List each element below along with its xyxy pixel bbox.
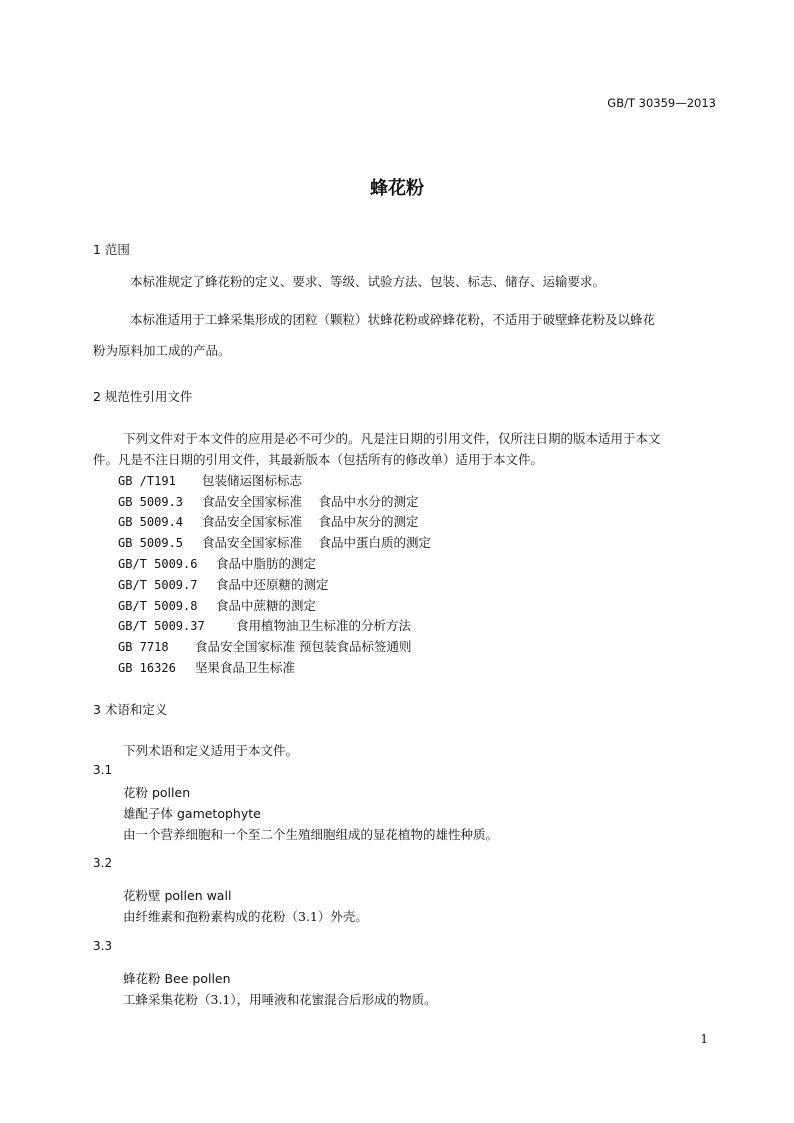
reference-title: 食品安全国家标准 食品中水分的测定 [202,494,419,509]
term-definition: 由一个营养细胞和一个至二个生殖细胞组成的显花植物的雄性种质。 [123,827,499,842]
term-name: 花粉 pollen [123,785,191,800]
reference-title: 食品安全国家标准 食品中灰分的测定 [202,514,419,529]
section-2-intro-line-2: 件。凡是不注日期的引用文件，其最新版本（包括所有的修改单）适用于本文件。 [93,452,544,467]
reference-title: 坚果食品卫生标准 [195,660,296,675]
reference-code: GB 5009.4 [118,515,184,529]
reference-code: GB/T 5009.6 [118,557,198,571]
term-number: 3.2 [93,856,113,870]
page-title: 蜂花粉 [370,178,424,199]
term-name: 蜂花粉 Bee pollen [123,971,231,986]
section-1-paragraph-2-line-2: 粉为原料加工成的产品。 [93,343,231,358]
section-1-paragraph-2-line-1: 本标准适用于工蜂采集形成的团粒（颗粒）状蜂花粉或碎蜂花粉，不适用于破壁蜂花粉及以蜂花 [130,312,656,327]
reference-title: 食品中脂肪的测定 [216,556,317,571]
reference-item [118,616,411,634]
reference-code: GB /T191 [118,474,176,488]
reference-code: GB/T 5009.8 [118,599,198,613]
reference-item [118,512,418,530]
reference-item [118,533,431,551]
reference-item [118,554,316,572]
standard-number: GB/T 30359—2013 [607,96,716,110]
section-1-paragraph-1: 本标准规定了蜂花粉的定义、要求、等级、试验方法、包装、标志、储存、运输要求。 [130,274,606,289]
section-3-intro: 下列术语和定义适用于本文件。 [123,743,299,758]
reference-item [118,492,418,510]
section-3-heading: 3 术语和定义 [93,702,168,717]
term-definition: 工蜂采集花粉（3.1），用唾液和花蜜混合后形成的物质。 [123,992,437,1007]
reference-item [118,658,295,676]
reference-title: 食品中还原糖的测定 [216,577,329,592]
term-definition: 由纤维素和孢粉素构成的花粉（3.1）外壳。 [123,909,368,924]
reference-title: 食用植物油卫生标准的分析方法 [236,618,412,633]
section-1-heading: 1 范围 [93,242,130,257]
reference-code: GB 16326 [118,661,176,675]
reference-title: 食品安全国家标准 预包装食品标签通则 [195,639,412,654]
section-2-heading: 2 规范性引用文件 [93,389,193,404]
reference-title: 食品中蔗糖的测定 [216,598,317,613]
reference-item [118,596,316,614]
reference-item [118,575,329,593]
section-2-intro-line-1: 下列文件对于本文件的应用是必不可少的。凡是注日期的引用文件，仅所注日期的版本适用于本文 [123,431,661,446]
term-name: 花粉壁 pollen wall [123,888,232,903]
reference-code: GB 7718 [118,640,169,654]
reference-code: GB/T 5009.37 [118,619,205,633]
reference-title: 包装储运图标标志 [202,473,303,488]
term-number: 3.3 [93,939,113,953]
reference-code: GB 5009.3 [118,495,184,509]
reference-code: GB/T 5009.7 [118,578,198,592]
reference-title: 食品安全国家标准 食品中蛋白质的测定 [202,535,431,550]
reference-item [118,471,302,489]
reference-code: GB 5009.5 [118,536,184,550]
term-alternative: 雄配子体 gametophyte [123,806,261,821]
term-number: 3.1 [93,763,113,777]
page-number: 1 [700,1032,708,1046]
reference-item [118,637,411,655]
